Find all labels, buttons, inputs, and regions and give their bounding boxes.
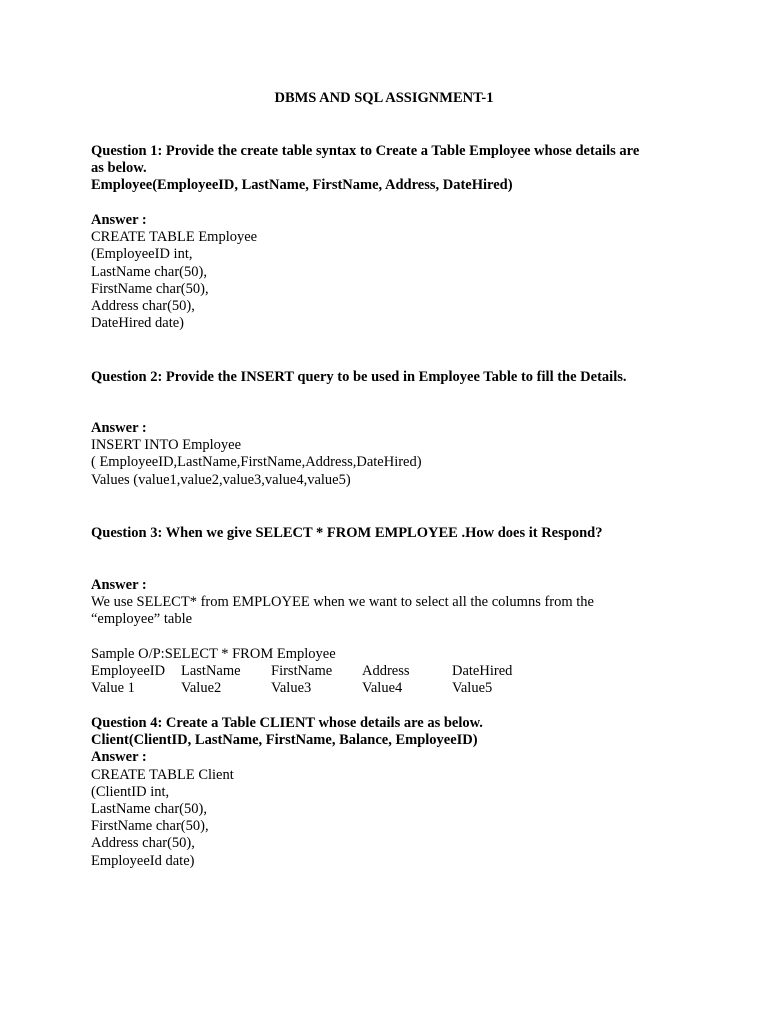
question-4-text-line: Question 4: Create a Table CLIENT whose details are as below. <box>91 715 483 731</box>
table-header-cell: LastName <box>181 663 241 680</box>
answer-4-line: FirstName char(50), <box>91 818 209 835</box>
table-header-cell: DateHired <box>452 663 513 680</box>
table-header-cell: FirstName <box>271 663 333 680</box>
question-1-text-line: Employee(EmployeeID, LastName, FirstName, Address, DateHired) <box>91 177 513 194</box>
question-3-text: Question 3: When we give SELECT * FROM EMPLOYEE .How does it Respond? <box>91 525 603 541</box>
answer-1-line: CREATE TABLE Employee <box>91 229 258 246</box>
sample-table-row <box>91 680 691 697</box>
table-header-cell: EmployeeID <box>91 663 166 680</box>
answer-2-label: Answer : <box>91 420 147 436</box>
sample-table-header-row <box>91 663 691 680</box>
question-2 <box>91 369 691 386</box>
answer-4-line: Address char(50), <box>91 835 195 852</box>
answer-4-line: LastName char(50), <box>91 800 207 817</box>
question-1-text-line: Question 1: Provide the create table syntax to Create a Table Employee whose details are <box>91 143 640 159</box>
answer-3-line: We use SELECT* from EMPLOYEE when we want to select all the columns from the <box>91 594 594 611</box>
answer-4-line: CREATE TABLE Client <box>91 766 234 783</box>
table-cell: Value4 <box>362 680 403 697</box>
answer-2-line: Values (value1,value2,value3,value4,value5) <box>91 471 351 488</box>
table-header-cell: Address <box>362 663 410 680</box>
answer-2-line: INSERT INTO Employee <box>91 437 242 454</box>
answer-2-line: ( EmployeeID,LastName,FirstName,Address,DateHired) <box>91 454 422 471</box>
question-4 <box>91 715 691 870</box>
table-cell: Value 1 <box>91 680 135 697</box>
table-cell: Value3 <box>271 680 312 697</box>
answer-3 <box>91 577 691 629</box>
answer-3-label: Answer : <box>91 577 147 593</box>
answer-1 <box>91 212 691 332</box>
answer-1-line: DateHired date) <box>91 315 184 332</box>
table-cell: Value5 <box>452 680 493 697</box>
question-1-text-line: as below. <box>91 160 147 177</box>
sample-output <box>91 646 691 698</box>
question-4-text-line: Client(ClientID, LastName, FirstName, Balance, EmployeeID) <box>91 732 478 749</box>
answer-3-line: “employee” table <box>91 611 193 628</box>
answer-4-line: EmployeeId date) <box>91 852 195 869</box>
answer-1-label: Answer : <box>91 212 147 228</box>
answer-4-line: (ClientID int, <box>91 783 170 800</box>
answer-4-label: Answer : <box>91 749 147 766</box>
answer-1-line: Address char(50), <box>91 297 195 314</box>
table-cell: Value2 <box>181 680 222 697</box>
sample-output-label: Sample O/P:SELECT * FROM Employee <box>91 646 336 662</box>
question-1 <box>91 143 691 195</box>
answer-1-line: LastName char(50), <box>91 263 207 280</box>
document-title: DBMS AND SQL ASSIGNMENT-1 <box>274 90 494 106</box>
answer-1-line: (EmployeeID int, <box>91 246 193 263</box>
answer-2 <box>91 420 691 489</box>
question-2-text: Question 2: Provide the INSERT query to be used in Employee Table to fill the Details. <box>91 369 627 385</box>
question-3 <box>91 525 691 542</box>
answer-1-line: FirstName char(50), <box>91 280 209 297</box>
